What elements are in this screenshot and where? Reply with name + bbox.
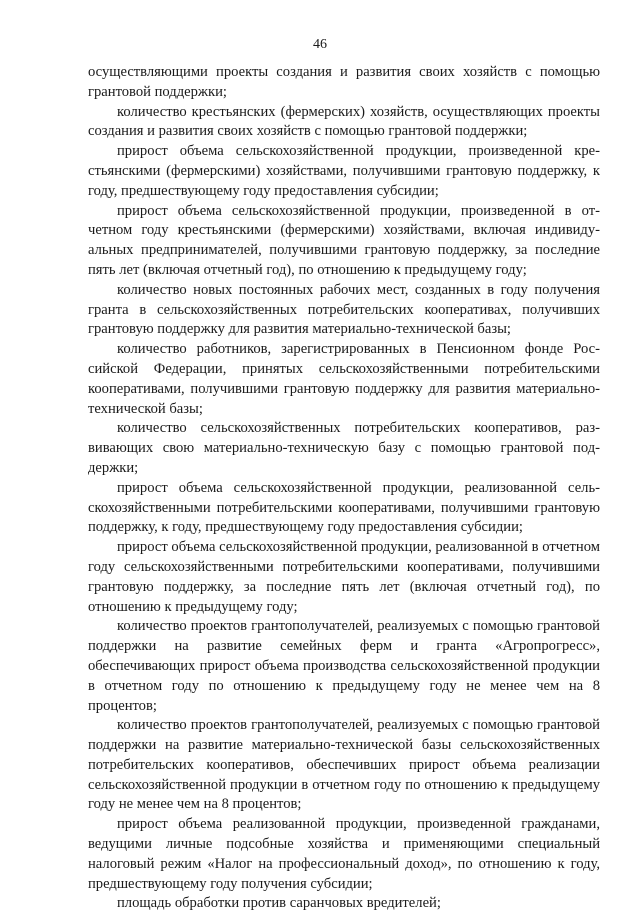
paragraph: прирост объема сельскохозяйственной продукции, реализованной в отчетном году сельскохозяйственными потребительскими кооперативами, получившими грантовую поддержку, за последние пять лет (включая отчетный год), по отношению к предыдущему году; xyxy=(88,539,600,615)
paragraph: прирост объема сельскохозяйственной продукции, произведенной крестьянскими (фермерскими) хозяйствами, получившими грантовую поддержку, к году, предшествующему году предоставления субсидии; xyxy=(88,143,600,199)
paragraph: количество проектов грантополучателей, реализуемых с помощью грантовой поддержки на развитие семейных ферм и гранта «Агропрогресс», обеспечивающих прирост объема производства сельскохозяйственной продукции в отчетном году по отношению к предыдущему году не менее чем на 8 процентов; xyxy=(88,618,600,714)
paragraph: осуществляющими проекты создания и развития своих хозяйств с помощью грантовой поддержки; xyxy=(88,64,600,100)
paragraph: количество проектов грантополучателей, реализуемых с помощью грантовой поддержки на развитие материально-технической базы сельскохозяйственных потребительских кооперативов, обеспечивших прирост объема реализации сельскохозяйственной продукции в отчетном году по отношению к предыдущему году не менее чем на 8 процентов; xyxy=(88,717,600,813)
paragraph: количество крестьянских (фермерских) хозяйств, осуществляющих проекты создания и развития своих хозяйств с помощью грантовой поддержки; xyxy=(88,103,600,140)
paragraph: прирост объема сельскохозяйственной продукции, произведенной в отчетном году крестьянскими (фермерскими) хозяйствами, включая индивидуальных предпринимателей, получившими грантовую поддержку, за последние пять лет (включая отчетный год), по отношению к предыдущему году; xyxy=(88,202,600,278)
paragraph: прирост объема реализованной продукции, произведенной гражданами, ведущими личные подсобные хозяйства и применяющими специальный налоговый режим «Налог на профессиональный доход», по отношению к году, предшествующему году получения субсидии; xyxy=(88,816,600,892)
paragraph: количество новых постоянных рабочих мест, созданных в году получения гранта в сельскохозяйственных потребительских кооперативах, получивших грантовую поддержку для развития материально-технической базы; xyxy=(88,281,600,338)
paragraph: прирост объема сельскохозяйственной продукции, реализованной сельскохозяйственными потребительскими кооперативами, получившими грантовую поддержку, к году, предшествующему году предоставления субсидии; xyxy=(88,479,600,536)
paragraph: площадь обработки против саранчовых вредителей; xyxy=(117,895,441,912)
paragraph: количество работников, зарегистрированных в Пенсионном фонде Российской Федерации, принятых сельскохозяйственными потребительскими кооперативами, получившими грантовую поддержку для развития материально-технической базы; xyxy=(88,341,600,417)
document-body xyxy=(88,63,600,914)
paragraph: количество сельскохозяйственных потребительских кооперативов, развивающих свою материально-техническую базу с помощью грантовой поддержки; xyxy=(88,420,600,476)
page-number: 46 xyxy=(313,37,327,52)
